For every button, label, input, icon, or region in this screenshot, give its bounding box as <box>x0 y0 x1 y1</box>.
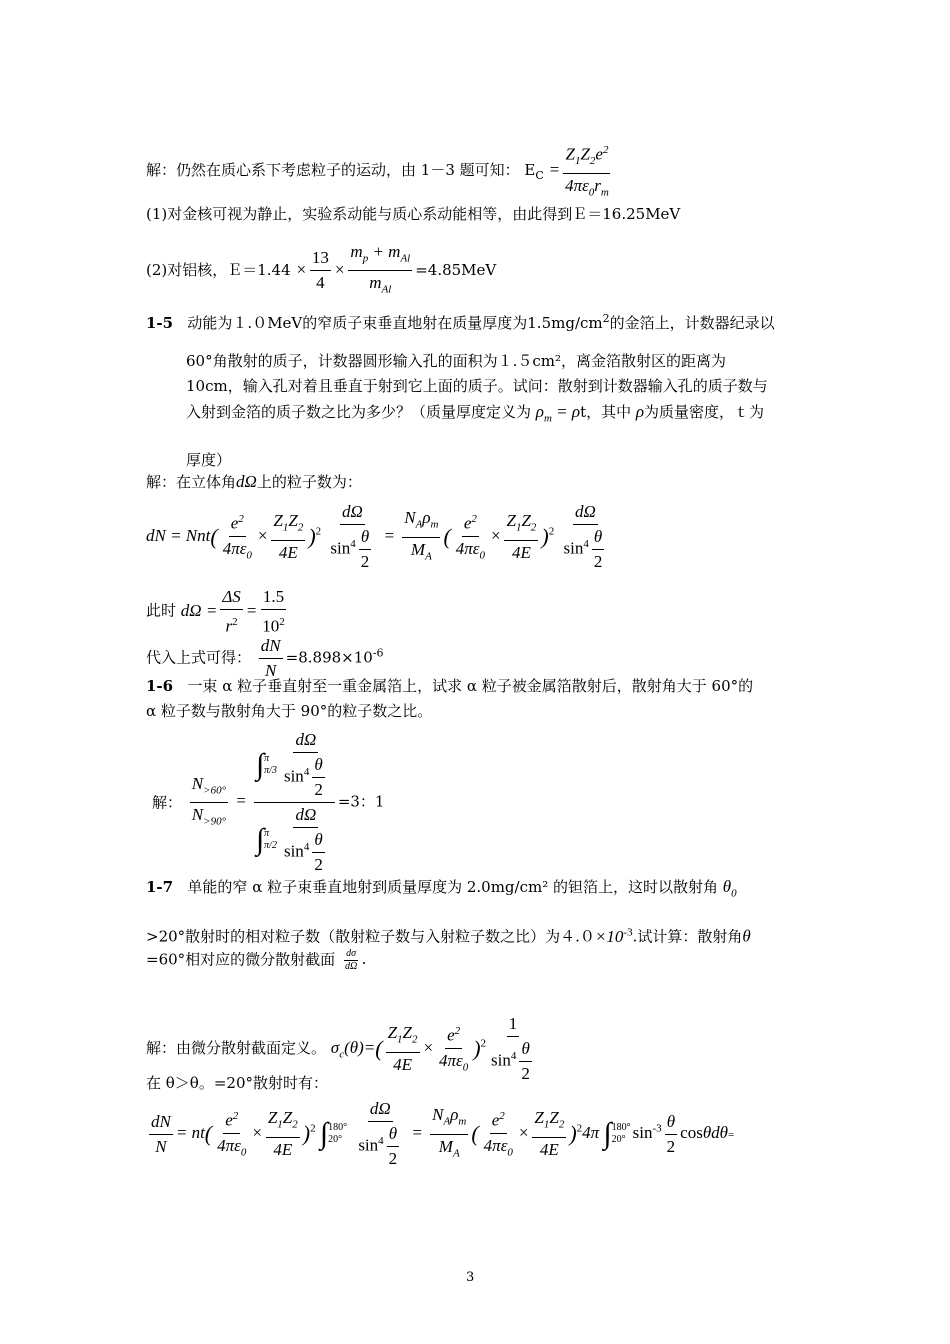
formula-dsigma-domega: $\frac{d\sigma}{d\Omega}$ . <box>344 948 367 972</box>
problem-1-5-text4a: 入射到金箔的质子数之比为多少？（质量厚度定义为 <box>186 403 532 421</box>
problem-1-5-line3: 10cm，输入孔对着且垂直于射到它上面的质子。试问：散射到计数器输入孔的质子数与 <box>186 377 768 395</box>
formula-dn-integral: $\frac{dN}{N}$ = nt( $\frac{e^2}{4\pi\varepsilon_0}$ × $\frac{Z_1Z_2}{4E}$ )$^2$ ∫ 180° 20° dΩ $\sin^4$ $\frac{\theta}{2}$ = $\frac{N_A\rho_m}{M_A}$ ( $\frac{e^2}{4\pi\varepsilon_0}$ × $\frac{Z_1Z_2}{4E}$ )$^2$4π ∫ 180° 20° $\sin^{-3}$ $\frac{\theta}{2}$ cosθdθ= <box>151 1099 735 1168</box>
problem-1-5-line5: 厚度） <box>186 451 232 469</box>
solution-line-ec <box>146 138 614 204</box>
problem-1-5-number: 1-5 <box>146 314 174 332</box>
problem-1-6-line1 <box>146 676 753 696</box>
formula-ratio-integrals: $\frac{N_{>60^\circ}}{N_{>90^\circ}}$ = ∫ π π/3 dΩ $\sin^4$ $\frac{\theta}{2}$ ∫ π π/2 dΩ $\sin^4$ $\frac{\theta}{2}$ <box>187 791 338 810</box>
solution-1-5-value: =8.898 <box>285 648 342 667</box>
problem-1-5-line1 <box>146 309 775 333</box>
problem-1-5-line4 <box>186 402 764 428</box>
problem-1-7-line3 <box>146 948 366 973</box>
problem-1-7-line2 <box>146 922 751 947</box>
solution-1-5-exponent: -6 <box>372 646 384 660</box>
solution-1-5-text4: 代入上式可得： <box>146 648 252 667</box>
solution-1-6-ratio: =3：1 <box>337 792 385 811</box>
line-gold-nucleus: (1)对金核可视为静止，实验系动能与质心系动能相等，由此得到Ｅ＝16.25MeV <box>146 205 681 223</box>
solution-1-7-line2: 在 θ＞θ。=20°散射时有： <box>146 1074 328 1092</box>
solution-1-6 <box>152 728 384 877</box>
solution-1-6-label: 解： <box>152 793 183 812</box>
formula-rho: ρ <box>635 402 645 421</box>
solution-1-5-line3 <box>146 585 290 639</box>
formula-ec: = $\frac{Z_1Z_2e^2}{4\pi\varepsilon_0r_m}$ <box>549 160 614 179</box>
problem-1-6-line2: α 粒子数与散射角大于 90°的粒子数之比。 <box>146 702 433 720</box>
problem-1-6-number: 1-6 <box>146 677 174 695</box>
formula-ten-power: $\times 10^{-3}$ <box>594 926 633 946</box>
problem-1-6-text1: 一束 α 粒子垂直射至一重金属箔上，试求 α 粒子被金属箔散射后，散射角大于 60°的 <box>187 677 754 695</box>
problem-1-7-text1: 单能的窄 α 粒子束垂直地射到质量厚度为 2.0mg/cm² 的钽箔上，这时以散射角 <box>187 878 718 896</box>
solution-1-5-text1b: 上的粒子数为： <box>256 473 362 491</box>
line-aluminum-nucleus <box>146 240 496 302</box>
solution-1-5-line1 <box>146 472 362 492</box>
formula-dn-over-n: $\frac{dN}{N}$ <box>260 636 281 680</box>
formula-d-omega: dΩ <box>236 472 257 491</box>
problem-1-7-text3a: =60°相对应的微分散射截面 <box>146 950 336 969</box>
text-solution-intro: 解：仍然在质心系下考虑粒子的运动，由 1－3 题可知： <box>146 161 520 180</box>
solution-1-5-text1a: 解：在立体角 <box>146 473 237 491</box>
formula-theta0: $\theta_0$ <box>722 877 737 900</box>
formula-aluminum: × $\frac{13}{4}$ × $\frac{m_p + m_{Al}}{m_{Al}}$ <box>295 242 411 296</box>
text-sub-c: C <box>535 169 544 183</box>
formula-dn-equation: dN = Nnt( $\frac{e^2}{4\pi\varepsilon_0}$ × $\frac{Z_1Z_2}{4E}$ )$^2$ dΩ $\sin^4$ $\frac{\theta}{2}$ = $\frac{N_A\rho_m}{M_A}$ ( $\frac{e^2}{4\pi\varepsilon_0}$ × $\frac{Z_1Z_2}{4E}$ )$^2$ dΩ $\sin^4$ $\frac{\theta}{2}$ <box>146 502 603 571</box>
problem-1-7-number: 1-7 <box>146 878 174 896</box>
solution-1-7-text1: 解：由微分散射截面定义。 <box>146 1038 327 1057</box>
problem-1-7-text2b: .试计算：散射角 <box>632 927 743 946</box>
text-aluminum-result: =4.85MeV <box>415 260 497 279</box>
problem-1-7-text2a: >20°散射时的相对粒子数（散射粒子数与入射粒子数之比）为４.０ <box>146 927 595 946</box>
text-e-label: E <box>524 161 536 180</box>
formula-rho-m: $\rho_m = \rho$ <box>535 402 581 425</box>
problem-1-5-sup: 2 <box>602 312 610 325</box>
solution-1-5-line4: 代入上式可得： $\frac{dN}{N}$ $=8.898\times 10^{-6}$ <box>146 636 384 680</box>
problem-1-7-line1 <box>146 877 737 903</box>
problem-1-5-line2: 60°角散射的质子，计数器圆形输入孔的面积为１.５cm²，离金箔散射区的距离为 <box>186 352 726 370</box>
solution-1-5-text3: 此时 <box>146 601 177 620</box>
problem-1-5-text4c: 为质量密度，ｔ为 <box>644 403 765 421</box>
formula-theta: θ <box>742 926 751 946</box>
page-number: 3 <box>466 1270 475 1285</box>
formula-domega-value: dΩ = $\frac{\Delta S}{r^2}$ = $\frac{1.5}{10^2}$ <box>180 587 285 636</box>
problem-1-5-text1b: 的金箔上，计数器纪录以 <box>609 314 775 332</box>
text-aluminum: (2)对铝核，Ｅ＝1.44 <box>146 260 291 279</box>
formula-sigma-theta: $\sigma_c(\theta)=$( $\frac{Z_1Z_2}{4E}$ × $\frac{e^2}{4\pi\varepsilon_0}$ )$^2$ 1 $\sin^4$ $\frac{\theta}{2}$ <box>330 1014 530 1083</box>
problem-1-5-text4b: t，其中 <box>580 403 632 421</box>
problem-1-5-text1: 动能为１.０MeV的窄质子束垂直地射在质量厚度为1.5mg/cm <box>187 314 603 332</box>
